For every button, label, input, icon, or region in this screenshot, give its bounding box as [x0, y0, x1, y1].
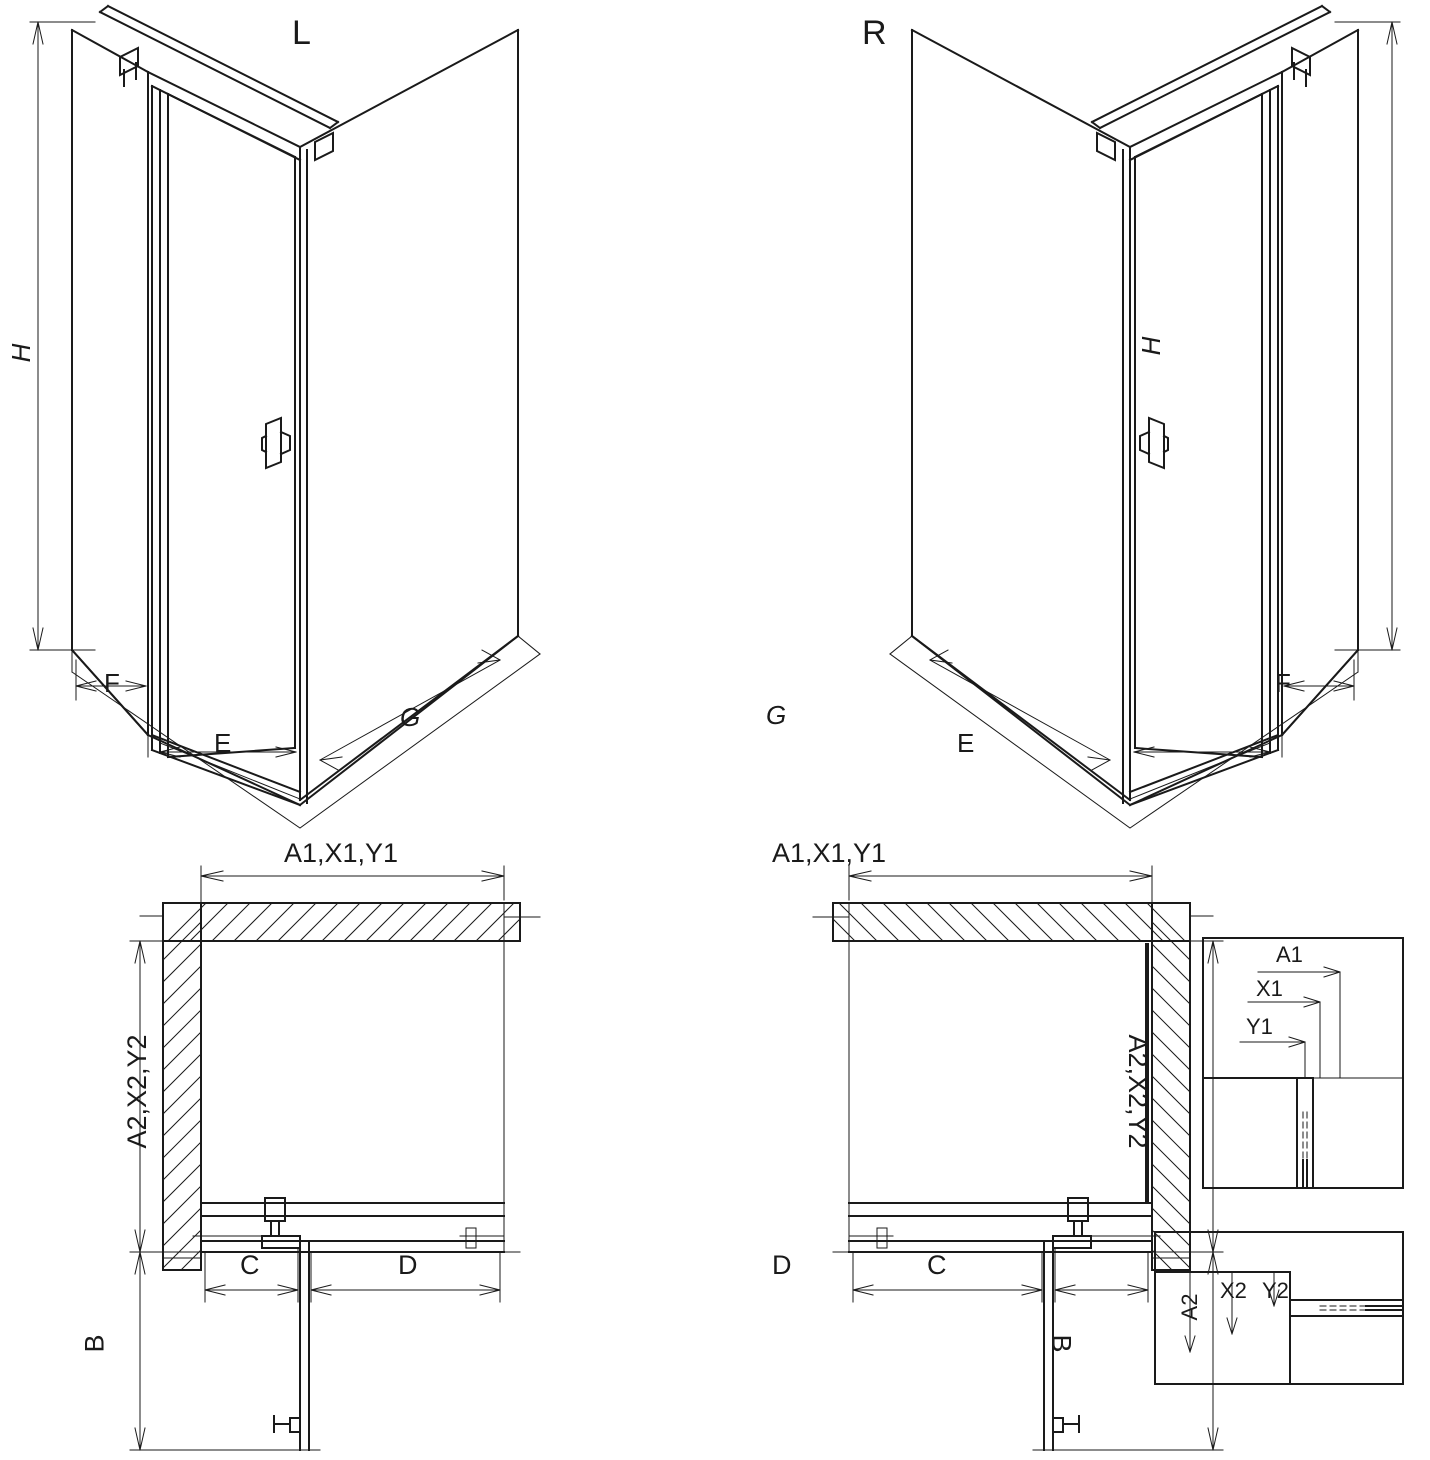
- dimension-f-left: F: [104, 668, 120, 698]
- dimension-h-left: H: [6, 343, 36, 363]
- plan-right-dimension-c: C: [927, 1250, 947, 1280]
- detail-label-x1: X1: [1256, 976, 1283, 1001]
- detail-label-x2: X2: [1220, 1278, 1247, 1303]
- dimension-e-left: E: [214, 728, 232, 758]
- plan-right-top-dimension: A1,X1,Y1: [772, 838, 887, 868]
- variant-label-left: L: [292, 14, 311, 52]
- plan-right-dimension-d: D: [772, 1250, 792, 1280]
- variant-label-right: R: [862, 14, 887, 52]
- detail-label-a2: A2: [1177, 1293, 1202, 1321]
- dimension-h-right: H: [1136, 336, 1166, 356]
- plan-left-top-dimension: A1,X1,Y1: [284, 838, 399, 868]
- detail-label-y2: Y2: [1262, 1278, 1289, 1303]
- dimension-e-right: E: [957, 728, 975, 758]
- detail-label-a1: A1: [1276, 942, 1303, 967]
- plan-left-dimension-d: D: [398, 1250, 418, 1280]
- dimension-g-right: G: [766, 700, 787, 730]
- plan-right-side-dimension: A2,X2,Y2: [1123, 1034, 1153, 1149]
- dimension-f-right: F: [1275, 668, 1291, 698]
- detail-label-y1: Y1: [1246, 1014, 1273, 1039]
- dimension-g-left: G: [400, 702, 421, 732]
- detail-top: [1203, 938, 1403, 1188]
- plan-left-side-dimension: A2,X2,Y2: [122, 1034, 152, 1149]
- plan-view-right: [813, 866, 1223, 1450]
- iso-view-right: [890, 6, 1400, 828]
- iso-view-left: [30, 6, 540, 828]
- plan-left-dimension-c: C: [240, 1250, 260, 1280]
- plan-right-dimension-b: B: [1046, 1334, 1077, 1353]
- plan-view-left: [130, 866, 540, 1450]
- plan-left-dimension-b: B: [79, 1334, 110, 1353]
